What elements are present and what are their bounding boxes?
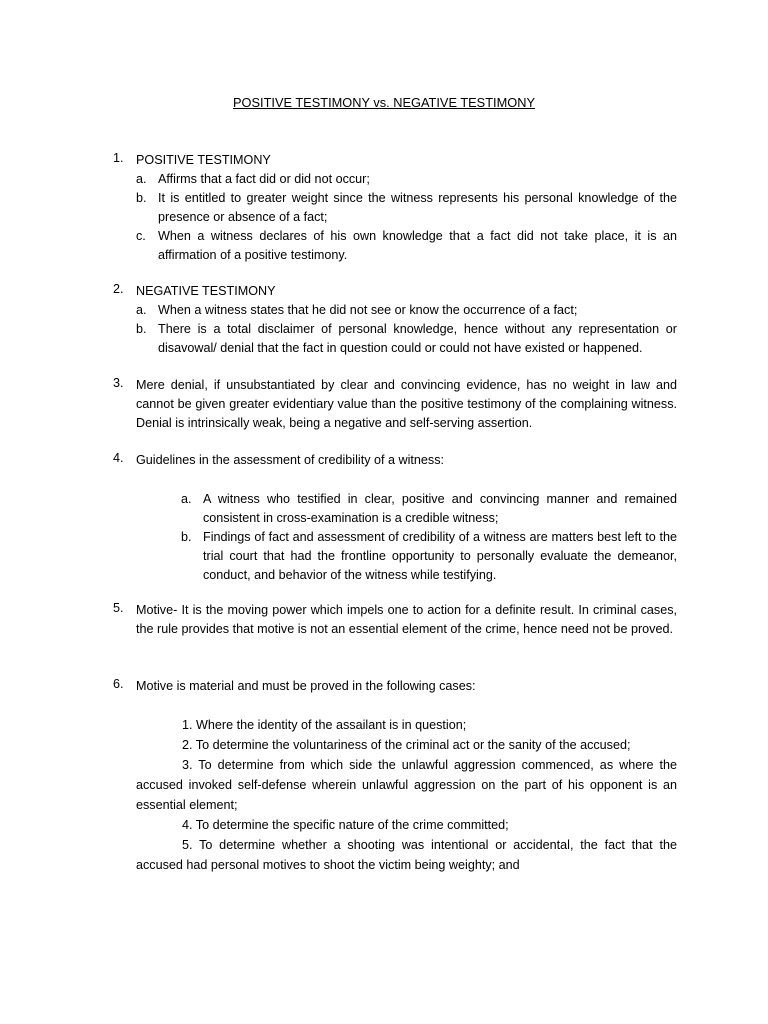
section-heading: NEGATIVE TESTIMONY (136, 284, 276, 298)
list-item (136, 715, 677, 735)
item-text: 5. To determine whether a shooting was intentional or accidental, the fact that the accused had personal motives to shoot the victim being weighty; and (136, 838, 677, 872)
item-text: 2. To determine the voluntariness of the criminal act or the sanity of the accused; (182, 738, 631, 752)
section-number: 2. (113, 282, 124, 296)
section-heading: POSITIVE TESTIMONY (136, 153, 271, 167)
section-heading: Motive is material and must be proved in the following cases: (136, 679, 476, 693)
item-text: Affirms that a fact did or did not occur; (158, 172, 370, 186)
item-letter: a. (136, 303, 147, 317)
item-letter: a. (136, 172, 147, 186)
list-item (136, 815, 677, 835)
list-item (113, 301, 677, 320)
item-text: A witness who testified in clear, positive and convincing manner and remained consistent in cross-examination is a credible witness; (203, 492, 677, 525)
item-text: When a witness states that he did not see or know the occurrence of a fact; (158, 303, 578, 317)
section-heading: Guidelines in the assessment of credibility of a witness: (136, 453, 444, 467)
list-item (113, 320, 677, 358)
item-text: It is entitled to greater weight since the witness represents his personal knowledge of the presence or absence of a fact; (158, 191, 677, 224)
list-item (113, 170, 677, 189)
section-number: 4. (113, 451, 124, 465)
item-text: 3. To determine from which side the unlawful aggression commenced, as where the accused invoked self-defense wherein unlawful aggression on the part of his opponent is an essential element; (136, 758, 677, 812)
list-item (136, 735, 677, 755)
document-title: POSITIVE TESTIMONY vs. NEGATIVE TESTIMONY (233, 95, 535, 110)
list-item (136, 755, 677, 815)
list-item (136, 835, 677, 875)
section-number: 6. (113, 677, 124, 691)
item-text: 1. Where the identity of the assailant is in question; (182, 718, 467, 732)
list-item (113, 490, 677, 528)
list-item (113, 227, 677, 265)
item-text: There is a total disclaimer of personal knowledge, hence without any representation or disavowal/ denial that the fact in question could or could not have existed or happened. (158, 322, 677, 355)
section-number: 5. (113, 601, 124, 615)
section-positive-testimony (113, 151, 677, 265)
item-letter: c. (136, 229, 146, 243)
section-mere-denial (113, 376, 677, 433)
item-letter: a. (181, 492, 192, 506)
item-letter: b. (136, 322, 147, 336)
item-letter: b. (181, 530, 192, 544)
section-text: Motive- It is the moving power which impels one to action for a definite result. In criminal cases, the rule provides that motive is not an essential element of the crime, hence need not be proved. (136, 603, 677, 636)
section-credibility-guidelines (113, 451, 677, 585)
item-letter: b. (136, 191, 147, 205)
section-motive (113, 601, 677, 639)
item-text: 4. To determine the specific nature of the crime committed; (182, 818, 509, 832)
list-item (113, 189, 677, 227)
section-negative-testimony (113, 282, 677, 358)
item-text: Findings of fact and assessment of credibility of a witness are matters best left to the trial court that had the frontline opportunity to personally evaluate the demeanor, conduct, and behavior of the witness while testifying. (203, 530, 677, 582)
section-number: 1. (113, 151, 124, 165)
section-text: Mere denial, if unsubstantiated by clear and convincing evidence, has no weight in law and cannot be given greater evidentiary value than the positive testimony of the complaining witness. Denial is intrinsically weak, being a negative and self-serving assertion. (136, 378, 677, 430)
list-item (113, 528, 677, 585)
item-text: When a witness declares of his own knowledge that a fact did not take place, it is an affirmation of a positive testimony. (158, 229, 677, 262)
section-number: 3. (113, 376, 124, 390)
section-motive-material (113, 677, 677, 875)
